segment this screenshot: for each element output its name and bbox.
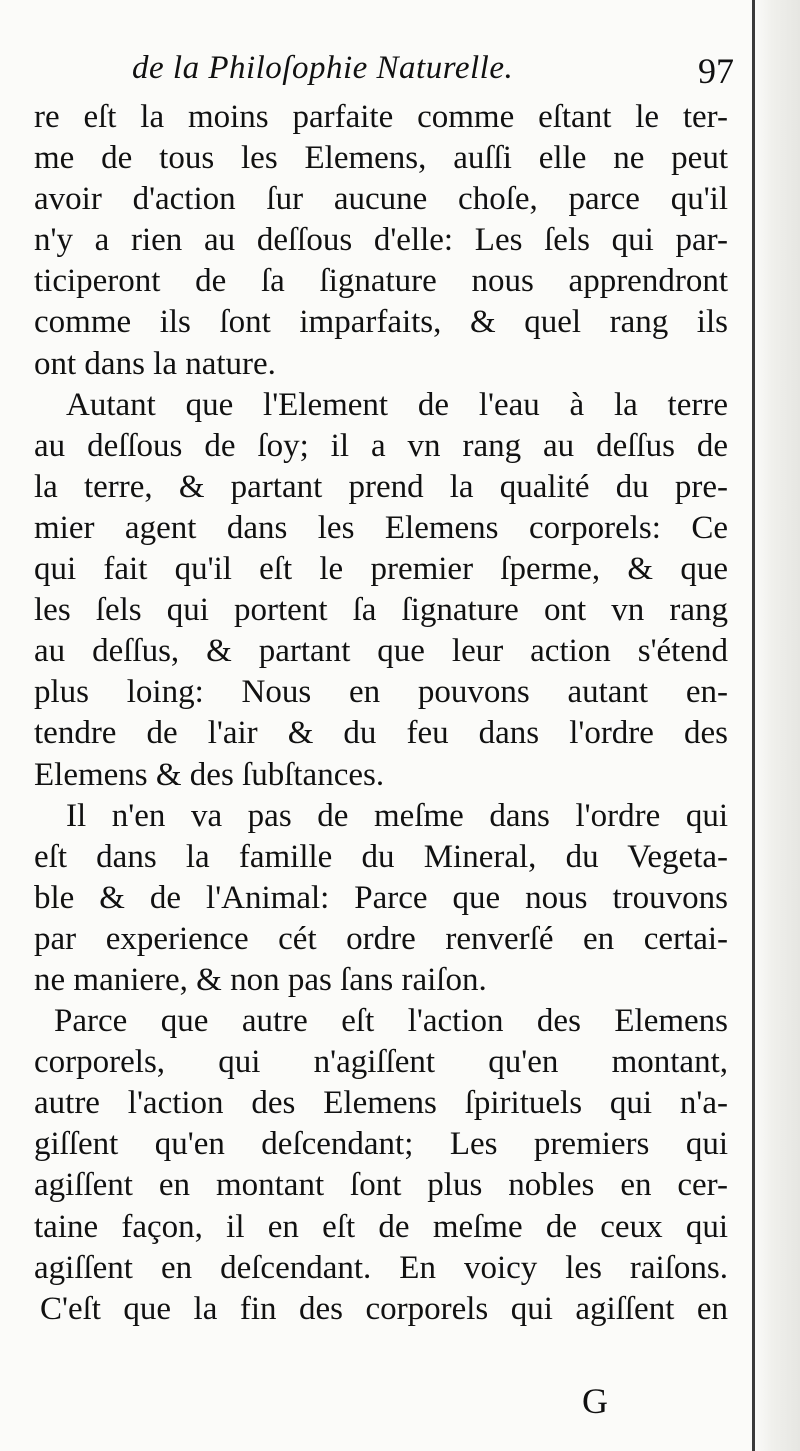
page-edge-shadow: [754, 0, 800, 1451]
text-line: corporels, qui n'agiſſent qu'en montant,: [34, 1044, 728, 1081]
text-line: agiſſent en montant ſont plus nobles en cer-: [34, 1167, 728, 1204]
text-line: comme ils ſont imparfaits, & quel rang ils: [34, 304, 728, 341]
text-line: Elemens & des ſubſtances.: [34, 756, 385, 793]
text-line: agiſſent en deſcendant. En voicy les raiſons.: [34, 1249, 728, 1286]
running-title: de la Philoſophie Naturelle.: [132, 50, 514, 86]
text-line: au deſſus, & partant que leur action s'étend: [34, 633, 728, 670]
text-line: C'eſt que la fin des corporels qui agiſſent en: [40, 1290, 728, 1327]
text-line: n'y a rien au deſſous d'elle: Les ſels qui par-: [34, 222, 728, 259]
text-line: avoir d'action ſur aucune choſe, parce qu'il: [34, 181, 728, 218]
text-line: Parce que autre eſt l'action des Elemens: [54, 1003, 728, 1040]
text-line: la terre, & partant prend la qualité du pre-: [34, 468, 728, 505]
page-number: 97: [698, 51, 734, 91]
text-line: ont dans la nature.: [34, 345, 276, 382]
body-text: [34, 97, 728, 1330]
text-line: mier agent dans les Elemens corporels: Ce: [34, 509, 728, 546]
text-line: plus loing: Nous en pouvons autant en-: [34, 674, 728, 711]
text-line: les ſels qui portent ſa ſignature ont vn rang: [34, 592, 728, 629]
text-line: autre l'action des Elemens ſpirituels qui n'a-: [34, 1085, 728, 1122]
text-line: taine façon, il en eſt de meſme de ceux qui: [34, 1208, 728, 1245]
text-line: par experience cét ordre renverſé en certai-: [34, 920, 728, 957]
signature-mark: G: [582, 1381, 608, 1421]
text-line: ticiperont de ſa ſignature nous apprendront: [34, 263, 728, 300]
text-line: ne maniere, & non pas ſans raiſon.: [34, 961, 487, 998]
text-line: re eſt la moins parfaite comme eſtant le ter-: [34, 99, 728, 135]
page-edge-line: [752, 0, 755, 1451]
text-line: Il n'en va pas de meſme dans l'ordre qui: [66, 797, 728, 834]
text-line: au deſſous de ſoy; il a vn rang au deſſus de: [34, 427, 728, 464]
page-header: [34, 46, 734, 102]
text-line: eſt dans la famille du Mineral, du Vegeta-: [34, 838, 728, 875]
text-line: giſſent qu'en deſcendant; Les premiers qui: [34, 1126, 728, 1163]
text-line: Autant que l'Element de l'eau à la terre: [66, 386, 728, 423]
text-line: ble & de l'Animal: Parce que nous trouvons: [34, 879, 728, 916]
text-line: me de tous les Elemens, auſſi elle ne peut: [34, 140, 728, 177]
text-line: tendre de l'air & du feu dans l'ordre des: [34, 715, 728, 752]
text-line: qui fait qu'il eſt le premier ſperme, & que: [34, 551, 728, 588]
